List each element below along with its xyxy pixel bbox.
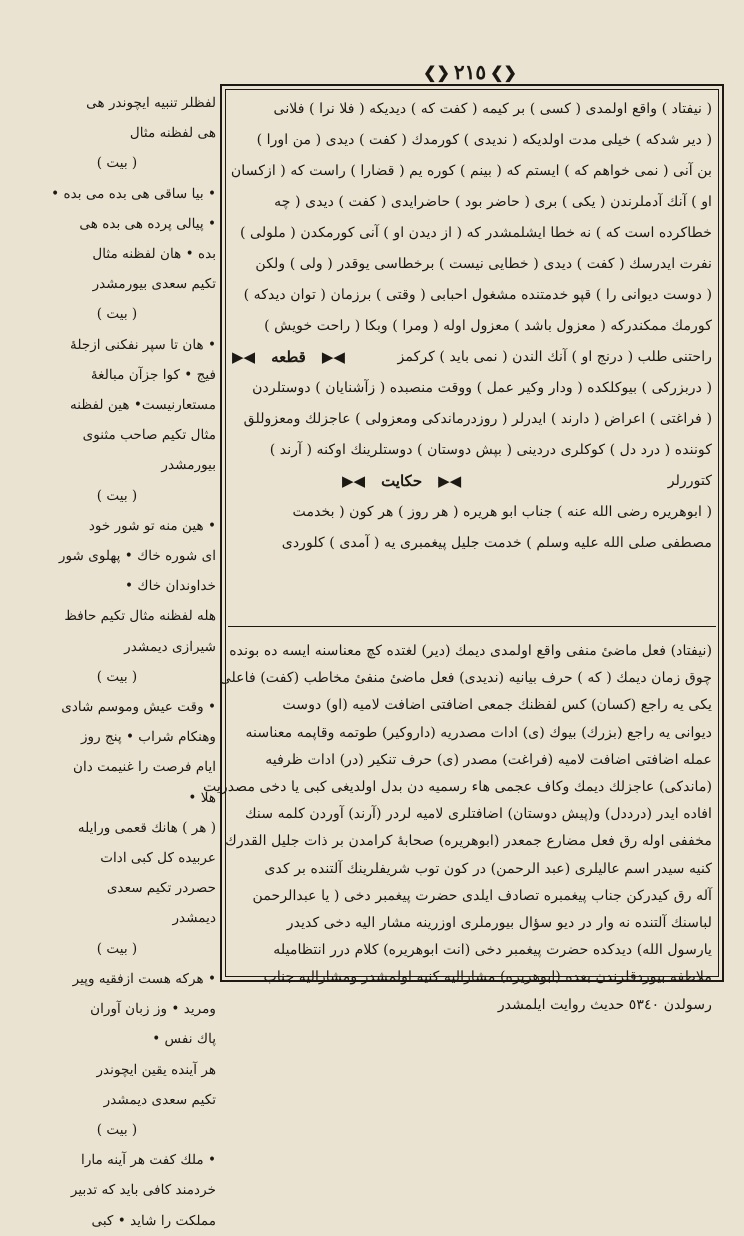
verse-line: ( دوست ديوانى را ) قپو خدمتنده مشغول احبابى ( وقتى ) برزمان ( توان ديدكه ): [243, 287, 712, 303]
margin-line: اى شوره خاك • پهلوى شور: [58, 548, 216, 565]
margin-line: تكيم سعدى بيورمشدر: [92, 276, 216, 293]
hikayat-line: مصطفى صلى الله عليه وسلم ) خدمت جليل پيغمبرى يه ( آمدى ) كلوردى: [281, 535, 712, 551]
margin-line: ( بيت ): [96, 306, 138, 323]
ornament-icon: ◀▶: [438, 472, 462, 490]
margin-line: خداوندان خاك •: [125, 578, 216, 595]
margin-line: بيورمشدر: [161, 457, 216, 474]
verse-translation-block: [232, 94, 712, 559]
ornament-left-icon: ❮❯: [423, 62, 450, 82]
margin-line: تكيم سعدى ديمشدر: [103, 1091, 216, 1108]
margin-note-column: [18, 88, 216, 1229]
margin-line: هلا •: [188, 789, 216, 806]
qita-line: ( فراغتى ) اعراض ( دارند ) ايدرلر ( روزدرماندكى ومعزولى ) عاجزلك ومعزوللق: [243, 411, 712, 427]
margin-line: پاك نفس •: [152, 1031, 216, 1048]
commentary-line: كنيه سيدر اسم عاليلرى (عبد الرحمن) در كون توب شريفلرينك آلتنده بر كدى: [264, 860, 712, 877]
margin-line: مستعارنيست• هين لفظنه: [70, 397, 216, 414]
margin-line: ( هر ) هانك قعمى ورايله: [77, 819, 216, 836]
margin-line: خردمند كافى بايد كه تدبير: [70, 1182, 216, 1199]
commentary-line: مخففى اوله رق فعل مضارع جمعدر (ابوهريره) صحابهٔ كرامدن بر ذات جليل القدرك: [225, 833, 712, 850]
verse-line: راحتنى طلب ( درنج او ) آنك الندن ( نمى بايد ) كركمز: [397, 349, 712, 365]
commentary-line: يكى يه راجع (كسان) كس لفظنك جمعى اضافتى اضافت لاميه (او) دوست: [282, 697, 712, 714]
ornament-icon: ◀▶: [342, 472, 366, 490]
page-number-value: ٢١٥: [453, 60, 487, 84]
margin-line: وهنكام شراب • پنج روز: [80, 729, 216, 746]
commentary-line: آله رق كيدركن جناب پيغمبره تصادف ايلدى حضرت پيغمبر دخى ( يا عبدالرحمن: [252, 887, 712, 904]
margin-line: ( بيت ): [96, 487, 138, 504]
verse-line: كورمك ممكندركه ( معزول باشد ) معزول اوله ( ومرا ) وبكا ( راحت خويش ): [264, 318, 712, 334]
margin-line: ( بيت ): [96, 155, 138, 172]
ornament-right-icon: ❮❯: [490, 62, 517, 82]
verse-line: نفرت ايدرسك ( كفت ) ديدى ( خطايى نيست ) برخطاسى يوقدر ( ولى ) ولكن: [255, 256, 712, 272]
margin-line: • وقت عيش وموسم شادى: [61, 699, 216, 716]
margin-line: لفظلر تنبيه ايچوندر هى: [86, 95, 216, 111]
margin-line: حصردر تكيم سعدى: [106, 880, 216, 897]
qita-heading: [232, 342, 345, 373]
commentary-line: لباسنك آلتنده نه وار در ديو سؤال بيورملرى اوزرينه مشار اليه دخى كديدر: [286, 915, 712, 932]
page-number: [420, 60, 520, 84]
verse-line: ( نيفتاد ) واقع اولمدى ( كسى ) بر كيمه ( كفت كه ) ديديكه ( فلا نرا ) فلانى: [273, 101, 712, 117]
commentary-line: چوق زمان ديمك ( كه ) حرف بيانيه (نديدى) فعل ماضىٔ منفىٔ مخاطب (كفت) فاعلى: [219, 670, 712, 687]
margin-line: مملكت را شايد • كبى: [91, 1212, 216, 1229]
hikayat-heading: [342, 466, 461, 497]
margin-line: ديمشدر: [172, 910, 216, 927]
margin-line: ايام فرصت را غنيمت دان: [73, 759, 216, 776]
verse-line: خطاكرده است كه ) نه خطا ايشلمشدر كه ( از ديدن او ) آنى كورمكدن ( ملولى ): [239, 225, 712, 241]
hikayat-line: ( ابوهريره رضى الله عنه ) جناب ابو هريره ( هر روز ) هر كون ( بخدمت: [292, 504, 712, 520]
margin-line: • پيالى پرده هى بده هى: [79, 215, 216, 232]
commentary-line: افاده ايدر (درددل) و(پيش دوستان) اضافتلرى لاميه لردر (آرند) آوردن كلمه سنك: [244, 806, 712, 823]
margin-line: • هين منه تو شور خود: [88, 517, 216, 534]
qita-heading-row: [232, 342, 712, 373]
commentary-line: رسولدن ٥٣٤٠ حديث روايت ايلمشدر: [497, 996, 712, 1013]
margin-line: • هركه هست ازفقيه وپير: [72, 970, 216, 987]
commentary-line: (ماندكى) عاجزلك ديمك وكاف عجمى هاء رسميه دن بدل اولديغى كبى يا دخى مصدريت: [202, 779, 712, 796]
margin-line: ( بيت ): [96, 940, 138, 957]
margin-line: ومريد • وز زبان آوران: [90, 1001, 216, 1018]
margin-line: مثال تكيم صاحب مثنوى: [82, 427, 216, 444]
qita-line: كوننده ( درد دل ) كوكلرى دردينى ( بپش دوستان ) دوستلرينك اوكنه ( آرند ): [269, 442, 712, 458]
commentary-line: (نيفتاد) فعل ماضىٔ منفى واقع اولمدى ديمك (دير) لغتده كچ معناسنه ايسه ده بونده: [229, 643, 712, 659]
qita-title: قطعه: [271, 348, 306, 366]
margin-line: هله لفظنه مثال تكيم حافظ: [64, 608, 216, 625]
verse-line: ( دير شدكه ) خيلى مدت اولديكه ( نديدى ) كورمدك ( كفت ) ديدى ( من اورا ): [256, 132, 712, 148]
qita-line: ( دربزرکى ) بيوكلكده ( ودار وكير عمل ) ووقت منصبده ( زآشنايان ) دوستلردن: [252, 380, 712, 396]
margin-line: فيج • كوا جزآن مبالغهٔ: [90, 366, 216, 383]
margin-line: ( بيت ): [96, 1121, 138, 1138]
hikayat-heading-row: [232, 466, 712, 497]
margin-line: • هان تا سپر نفكنى ازجلهٔ: [70, 336, 216, 353]
margin-line: • ملك كفت هر آينه مارا: [81, 1152, 216, 1169]
margin-line: بده • هان لفظنه مثال: [92, 246, 216, 263]
commentary-line: عمله اضافتى اضافت لاميه (فراغت) مصدر (ى) حرف تنكير (در) ادات ظرفيه: [265, 751, 712, 768]
commentary-line: ديوانى يه راجع (بزرك) بيوك (ى) ادات مصدريه (داروكير) طوتمه وقاپمه معناسنه: [245, 724, 712, 741]
margin-line: شيرازى ديمشدر: [124, 638, 216, 655]
margin-line: ( بيت ): [96, 668, 138, 685]
margin-line: عربيده كل كبى ادات: [100, 850, 216, 867]
verse-line: او ) آنك آدملرندن ( يكى ) برى ( حاضر بود ) حاضرايدى ( كفت ) ديدى ( چه: [274, 194, 712, 210]
commentary-line: يارسول الله) ديدكده حضرت پيغمبر دخى (انت ابوهريره) كلام درر انتظاميله: [273, 942, 712, 959]
hikayat-title: حكايت: [381, 472, 423, 490]
commentary-line: ملاطفه بيوردقلرندن بعده (ابوهريره) مشاراليه كنيه اولمشدر ومشاراليه جناب: [263, 969, 712, 986]
ornament-icon: ◀▶: [321, 348, 345, 366]
ornament-icon: ◀▶: [232, 348, 256, 366]
qita-line: كتوررلر: [667, 473, 712, 489]
margin-line: هر آينده يقين ايچوندر: [96, 1061, 216, 1078]
verse-line: بن آنى ( نمى خواهم كه ) ايستم كه ( بينم ) كوره يم ( قضارا ) راست كه ( ازكسان: [230, 163, 712, 179]
margin-line: هى لفظنه مثال: [129, 125, 216, 142]
margin-line: • بيا ساقى هى بده مى بده •: [51, 185, 216, 202]
section-divider: [228, 626, 716, 627]
